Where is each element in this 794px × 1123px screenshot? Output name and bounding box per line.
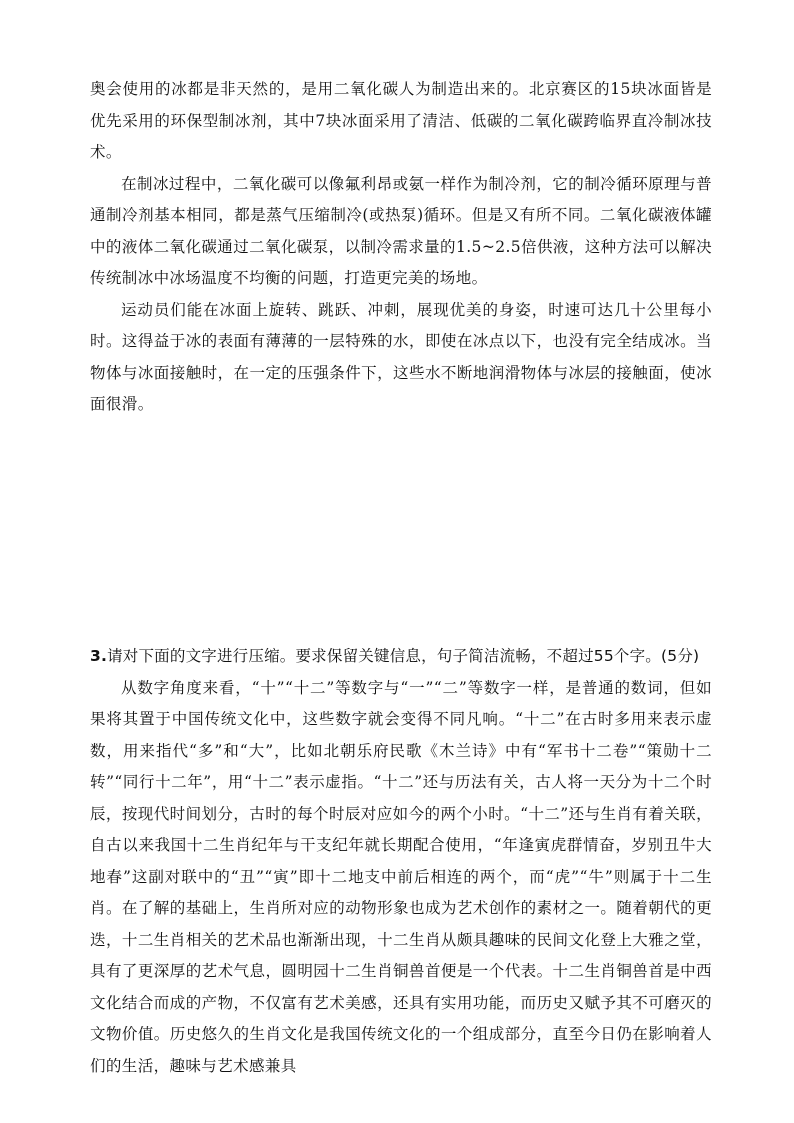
- question-number: 3.: [90, 647, 108, 665]
- paragraph-3: 运动员们能在冰面上旋转、跳跃、冲刺，展现优美的身姿，时速可达几十公里每小时。这得益于冰的表面有薄薄的一层特殊的水，即使在冰点以下，也没有完全结成冰。当物体与冰面接触时，在一定的压强条件下，这些水不断地润滑物体与冰层的接触面，使冰面很滑。: [90, 300, 712, 413]
- paragraph-2: 在制冰过程中，二氧化碳可以像氟利昂或氨一样作为制冷剂，它的制冷循环原理与普通制冷剂基本相同，都是蒸气压缩制冷(或热泵)循环。但是又有所不同。二氧化碳液体罐中的液体二氧化碳通过二氧化碳泵，以制冷需求量的1.5~2.5倍供液，这种方法可以解决传统制冰中冰场温度不均衡的问题，打造更完美的场地。: [90, 174, 712, 287]
- question-3-title: [90, 641, 712, 673]
- passage-top: [90, 74, 712, 421]
- question-prompt: 请对下面的文字进行压缩。要求保留关键信息，句子简洁流畅，不超过55个字。(5分): [107, 647, 700, 665]
- question-3: [90, 641, 712, 1082]
- question-3-passage: 从数字角度来看，“十”“十二”等数字与“一”“二”等数字一样，是普通的数词，但如果将其置于中国传统文化中，这些数字就会变得不同凡响。“十二”在古时多用来表示虚数，用来指代“多”和“大”，比如北朝乐府民歌《木兰诗》中有“军书十二卷”“策勋十二转”“同行十二年”，用“十二”表示虚指。“十二”还与历法有关，古人将一天分为十二个时辰，按现代时间划分，古时的每个时辰对应如今的两个小时。“十二”还与生肖有着关联，自古以来我国十二生肖纪年与干支纪年就长期配合使用，“年逢寅虎群情奋，岁别丑牛大地春”这副对联中的“丑”“寅”即十二地支中前后相连的两个，而“虎”“牛”则属于十二生肖。在了解的基础上，生肖所对应的动物形象也成为艺术创作的素材之一。随着朝代的更迭，十二生肖相关的艺术品也渐渐出现，十二生肖从颇具趣味的民间文化登上大雅之堂，具有了更深厚的艺术气息，圆明园十二生肖铜兽首便是一个代表。十二生肖铜兽首是中西文化结合而成的产物，不仅富有艺术美感，还具有实用功能，而历史又赋予其不可磨灭的文物价值。历史悠久的生肖文化是我国传统文化的一个组成部分，直至今日仍在影响着人们的生活，趣味与艺术感兼具: [90, 678, 712, 1075]
- paragraph-1: 奥会使用的冰都是非天然的，是用二氧化碳人为制造出来的。北京赛区的15块冰面皆是优先采用的环保型制冰剂，其中7块冰面采用了清洁、低碳的二氧化碳跨临界直冷制冰技术。: [90, 80, 712, 161]
